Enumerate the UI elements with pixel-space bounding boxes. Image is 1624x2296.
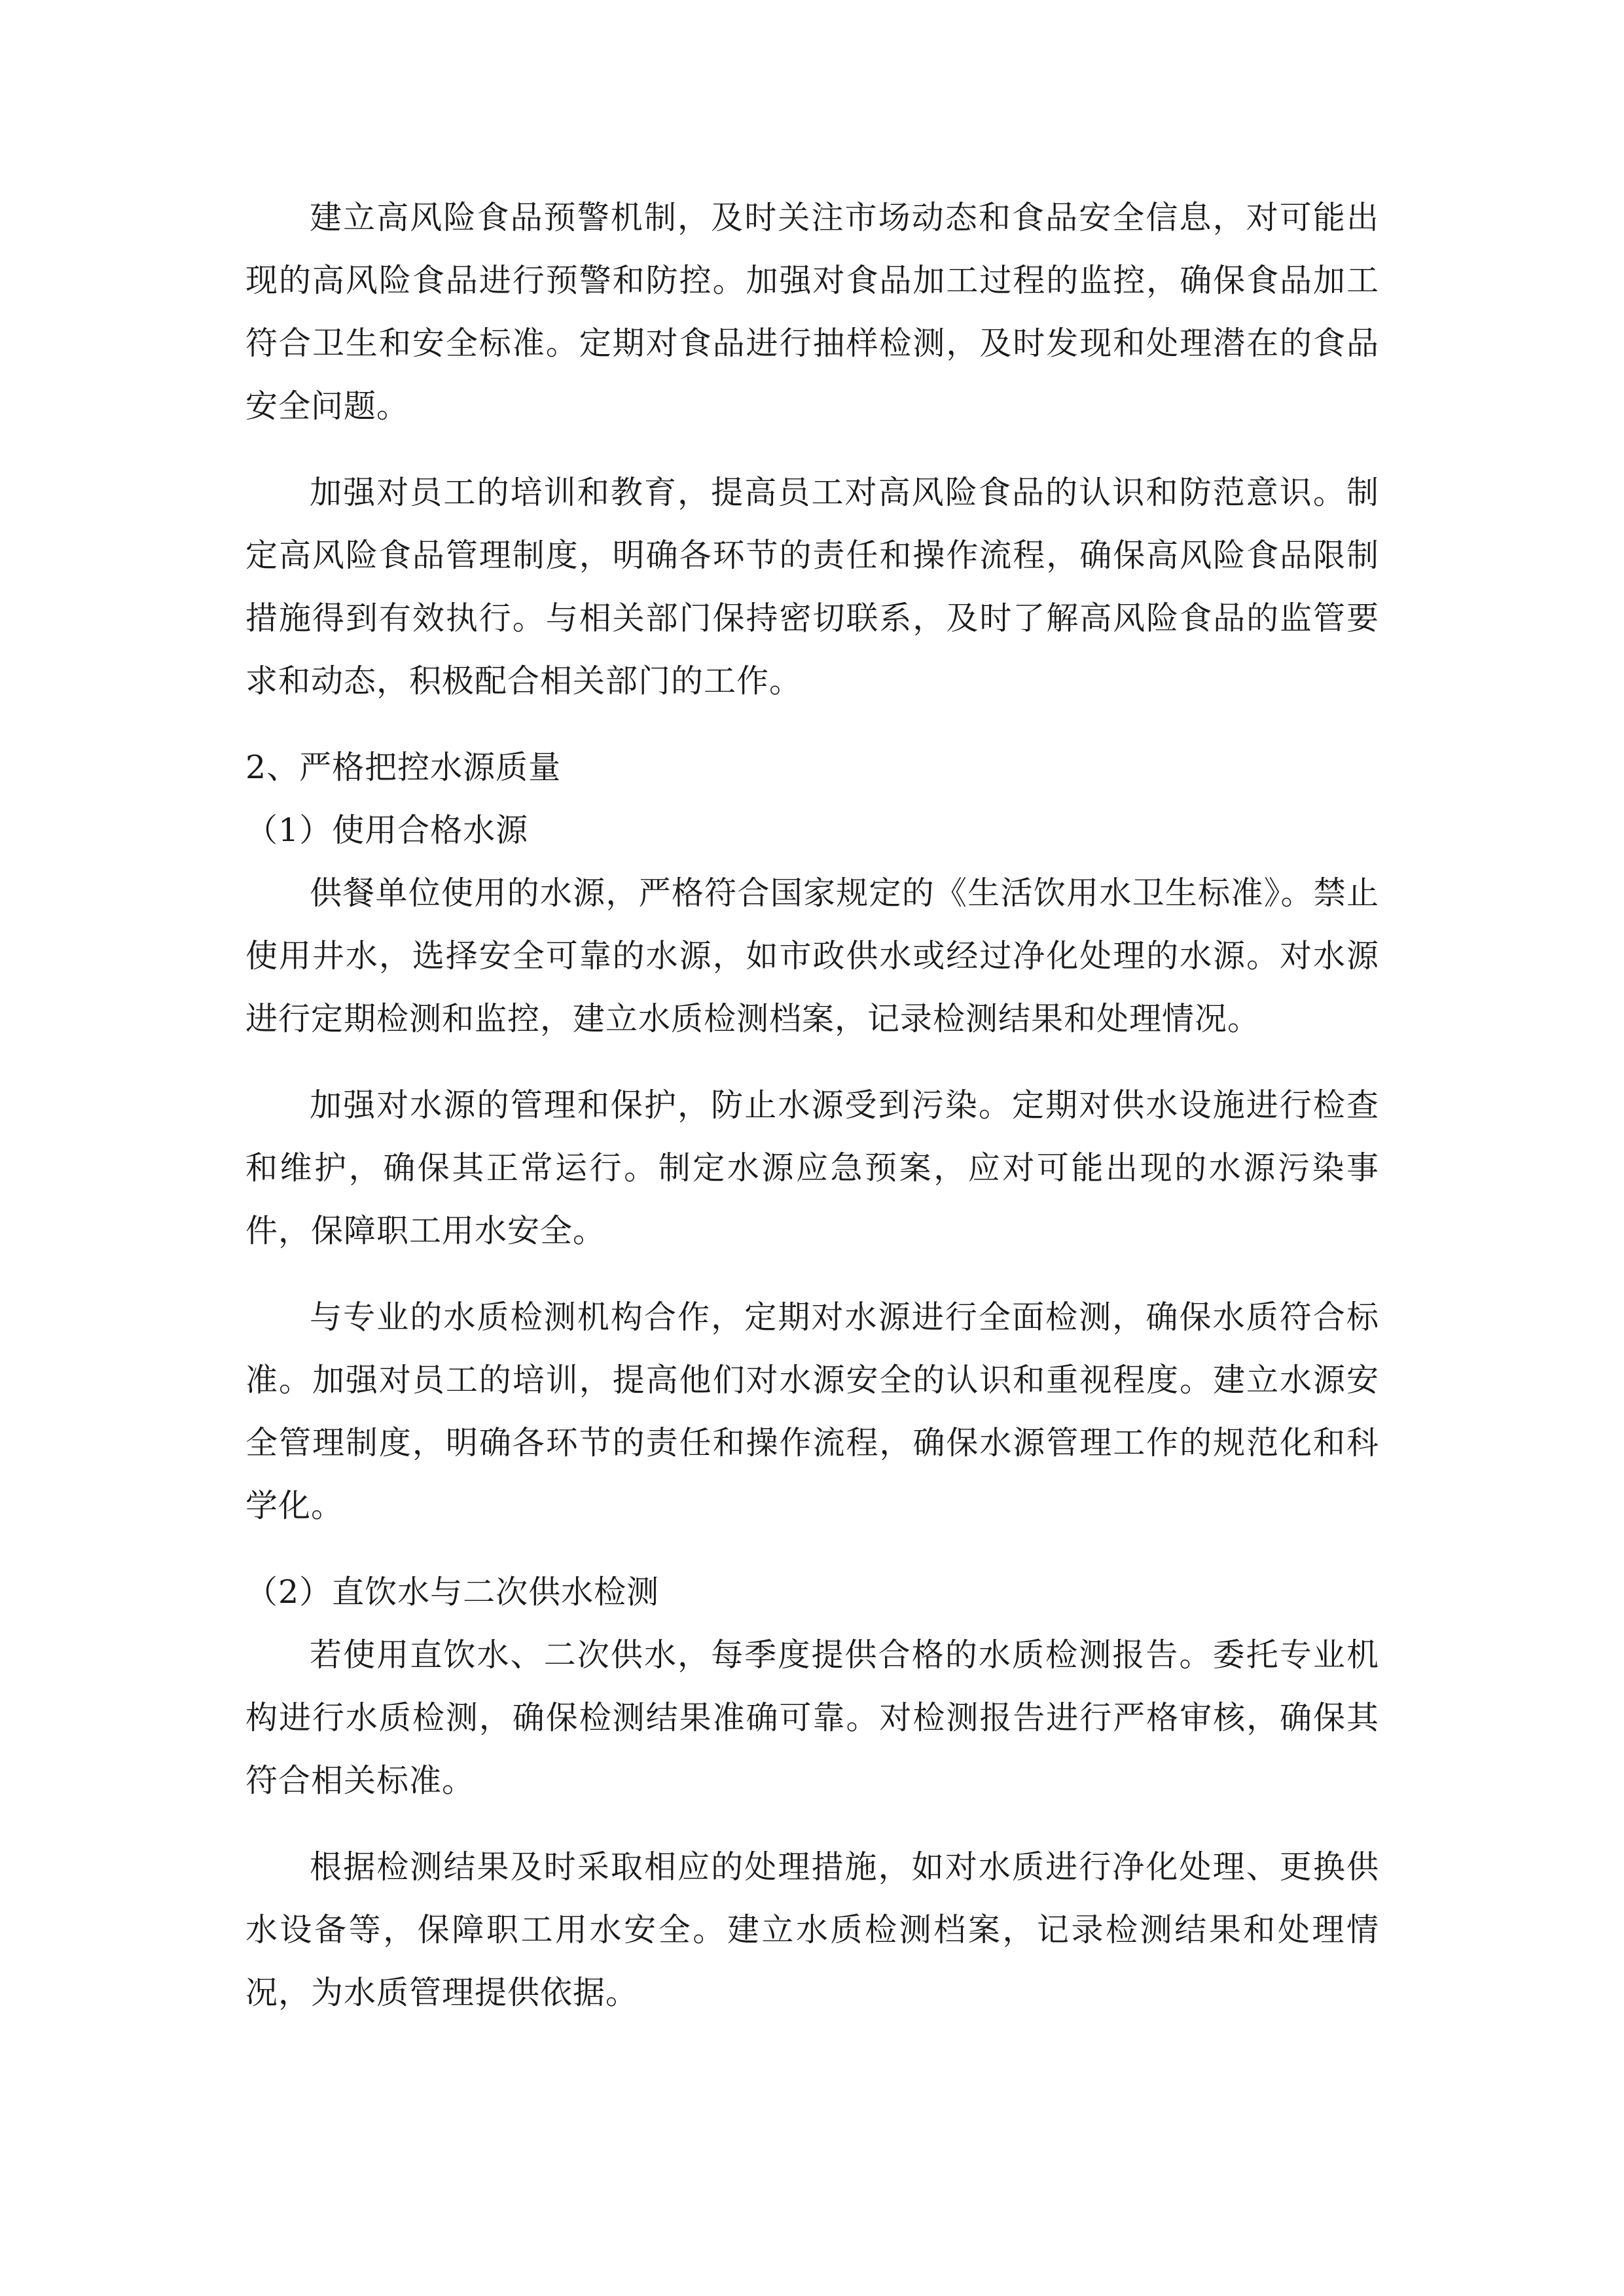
paragraph-water-testing-cooperation: 与专业的水质检测机构合作，定期对水源进行全面检测，确保水质符合标准。加强对员工的培训，提高他们对水源安全的认识和重视程度。建立水源安全管理制度，明确各环节的责任和操作流程，确保水源管理工作的规范化和科学化。	[245, 1299, 1379, 1524]
subsection-heading-direct-drinking-water: （2）直饮水与二次供水检测	[245, 1573, 660, 1611]
paragraph-treatment-measures: 根据检测结果及时采取相应的处理措施，如对水质进行净化处理、更换供水设备等，保障职工用水安全。建立水质检测档案，记录检测结果和处理情况，为水质管理提供依据。	[245, 1848, 1379, 2011]
paragraph-staff-training: 加强对员工的培训和教育，提高员工对高风险食品的认识和防范意识。制定高风险食品管理制度，明确各环节的责任和操作流程，确保高风险食品限制措施得到有效执行。与相关部门保持密切联系，及时了解高风险食品的监管要求和动态，积极配合相关部门的工作。	[245, 474, 1379, 700]
subsection-heading-qualified-water: （1）使用合格水源	[245, 812, 529, 849]
document-body	[245, 187, 1379, 2024]
section-heading-water-quality: 2、严格把控水源质量	[245, 749, 562, 786]
paragraph-quarterly-report: 若使用直饮水、二次供水，每季度提供合格的水质检测报告。委托专业机构进行水质检测，确保检测结果准确可靠。对检测报告进行严格审核，确保其符合相关标准。	[245, 1636, 1379, 1799]
paragraph-water-protection: 加强对水源的管理和保护，防止水源受到污染。定期对供水设施进行检查和维护，确保其正常运行。制定水源应急预案，应对可能出现的水源污染事件，保障职工用水安全。	[245, 1086, 1379, 1249]
paragraph-food-warning: 建立高风险食品预警机制，及时关注市场动态和食品安全信息，对可能出现的高风险食品进行预警和防控。加强对食品加工过程的监控，确保食品加工符合卫生和安全标准。定期对食品进行抽样检测，及时发现和处理潜在的食品安全问题。	[245, 199, 1379, 425]
paragraph-water-source: 供餐单位使用的水源，严格符合国家规定的《生活饮用水卫生标准》。禁止使用井水，选择安全可靠的水源，如市政供水或经过净化处理的水源。对水源进行定期检测和监控，建立水质检测档案，记录检测结果和处理情况。	[245, 874, 1379, 1037]
